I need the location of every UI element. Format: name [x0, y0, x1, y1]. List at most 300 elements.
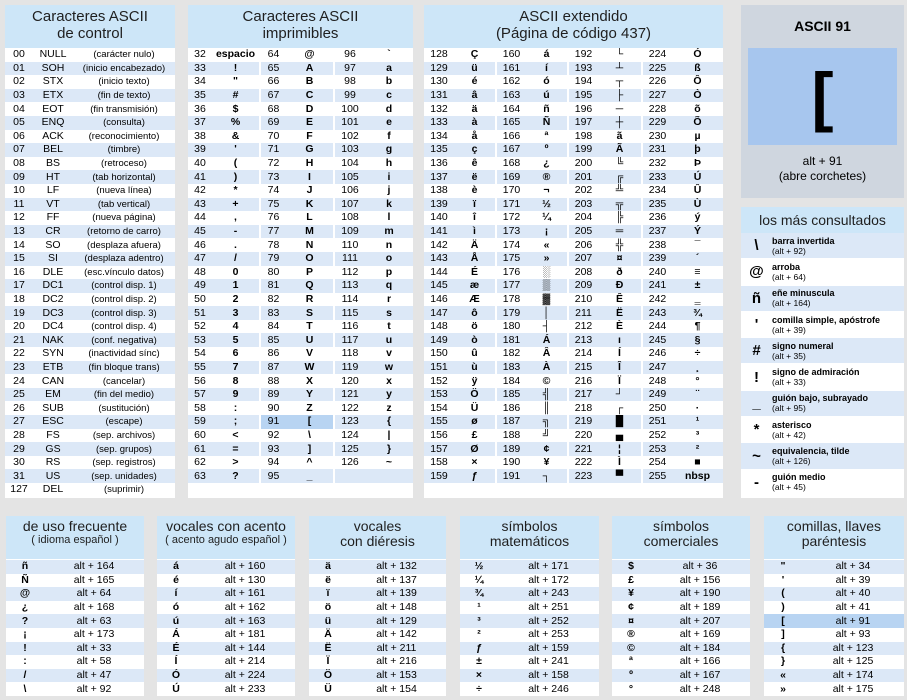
bottom-panel-row[interactable] — [157, 614, 295, 628]
printable-char-code[interactable]: 63 — [188, 469, 212, 483]
control-char-row[interactable] — [5, 483, 175, 497]
printable-char[interactable]: W — [286, 361, 334, 375]
bottom-panel-row[interactable] — [6, 669, 144, 683]
extended-char-code[interactable]: 145 — [424, 279, 454, 293]
bottom-panel-row[interactable] — [612, 655, 750, 669]
extended-char-code[interactable]: 176 — [496, 266, 526, 280]
printable-char-code[interactable]: 47 — [188, 252, 212, 266]
bottom-panel-row[interactable] — [157, 560, 295, 574]
extended-char-code[interactable]: 206 — [568, 238, 598, 252]
printable-char-code[interactable]: 75 — [260, 198, 286, 212]
extended-char[interactable]: ╦ — [598, 198, 642, 212]
extended-char-code[interactable]: 226 — [642, 75, 672, 89]
extended-char[interactable]: ç — [454, 143, 496, 157]
bottom-panel-row[interactable] — [309, 587, 446, 601]
extended-char-code[interactable]: 146 — [424, 293, 454, 307]
control-char-row[interactable] — [5, 225, 175, 239]
bottom-panel-row[interactable] — [612, 560, 750, 574]
extended-char[interactable]: Ù — [672, 198, 723, 212]
printable-char[interactable]: I — [286, 170, 334, 184]
printable-char-code[interactable]: 72 — [260, 157, 286, 171]
control-char-row[interactable] — [5, 62, 175, 76]
printable-char-code[interactable]: 83 — [260, 306, 286, 320]
extended-char-code[interactable]: 159 — [424, 469, 454, 483]
bottom-panel-row[interactable] — [157, 682, 295, 696]
control-char-row[interactable] — [5, 429, 175, 443]
printable-char-code[interactable]: 126 — [334, 456, 365, 470]
extended-char-code[interactable]: 219 — [568, 415, 598, 429]
extended-char[interactable]: Ü — [454, 401, 496, 415]
extended-char[interactable]: ´ — [672, 252, 723, 266]
extended-char-code[interactable]: 243 — [642, 306, 672, 320]
printable-char[interactable]: ~ — [365, 456, 413, 470]
extended-char-code[interactable]: 196 — [568, 102, 598, 116]
printable-char[interactable]: s — [365, 306, 413, 320]
printable-char[interactable]: 2 — [212, 293, 260, 307]
extended-char[interactable]: ┐ — [526, 469, 568, 483]
bottom-panel-row[interactable] — [764, 601, 904, 615]
extended-char-code[interactable]: 231 — [642, 143, 672, 157]
extended-char[interactable]: ø — [454, 415, 496, 429]
extended-char[interactable]: « — [526, 238, 568, 252]
printable-char[interactable]: U — [286, 333, 334, 347]
bottom-panel-row[interactable] — [157, 642, 295, 656]
printable-char-code[interactable]: 100 — [334, 102, 365, 116]
extended-char[interactable]: Ä — [454, 238, 496, 252]
extended-char-code[interactable]: 225 — [642, 62, 672, 76]
extended-char-code[interactable]: 184 — [496, 374, 526, 388]
printable-char-code[interactable] — [334, 469, 365, 483]
extended-char-code[interactable]: 133 — [424, 116, 454, 130]
printable-char[interactable]: c — [365, 89, 413, 103]
extended-char-code[interactable]: 221 — [568, 442, 598, 456]
printable-char-code[interactable]: 99 — [334, 89, 365, 103]
extended-char-code[interactable]: 187 — [496, 415, 526, 429]
printable-char[interactable]: 4 — [212, 320, 260, 334]
printable-char[interactable]: ( — [212, 157, 260, 171]
extended-char[interactable]: ┌ — [598, 401, 642, 415]
printable-char[interactable]: ; — [212, 415, 260, 429]
extended-char[interactable]: © — [526, 374, 568, 388]
extended-char-code[interactable]: 200 — [568, 157, 598, 171]
extended-char[interactable]: ¶ — [672, 320, 723, 334]
extended-char-code[interactable]: 164 — [496, 102, 526, 116]
printable-char-code[interactable]: 53 — [188, 333, 212, 347]
printable-char[interactable]: Y — [286, 388, 334, 402]
printable-char-code[interactable]: 118 — [334, 347, 365, 361]
extended-char-code[interactable]: 128 — [424, 48, 454, 62]
printable-char-code[interactable]: 55 — [188, 361, 212, 375]
extended-char[interactable]: ± — [672, 279, 723, 293]
extended-char-code[interactable]: 222 — [568, 456, 598, 470]
most-consulted-item[interactable] — [741, 312, 904, 338]
printable-char[interactable]: @ — [286, 48, 334, 62]
printable-char[interactable]: # — [212, 89, 260, 103]
printable-char[interactable]: Q — [286, 279, 334, 293]
printable-char-code[interactable]: 73 — [260, 170, 286, 184]
printable-char[interactable]: A — [286, 62, 334, 76]
extended-char-code[interactable]: 175 — [496, 252, 526, 266]
extended-char-code[interactable]: 252 — [642, 429, 672, 443]
bottom-panel-row[interactable] — [309, 669, 446, 683]
extended-char-code[interactable]: 234 — [642, 184, 672, 198]
printable-char-code[interactable]: 68 — [260, 102, 286, 116]
bottom-panel-row[interactable] — [460, 574, 599, 588]
extended-char-code[interactable]: 209 — [568, 279, 598, 293]
extended-char[interactable]: Ý — [672, 225, 723, 239]
printable-char[interactable]: } — [365, 442, 413, 456]
extended-char-code[interactable]: 204 — [568, 211, 598, 225]
extended-char-code[interactable]: 134 — [424, 130, 454, 144]
printable-char[interactable]: espacio — [212, 48, 260, 62]
control-char-row[interactable] — [5, 347, 175, 361]
extended-char-code[interactable]: 129 — [424, 62, 454, 76]
control-char-row[interactable] — [5, 333, 175, 347]
extended-char-code[interactable]: 136 — [424, 157, 454, 171]
extended-char-code[interactable]: 165 — [496, 116, 526, 130]
extended-char-code[interactable]: 155 — [424, 415, 454, 429]
control-char-row[interactable] — [5, 130, 175, 144]
bottom-panel-row[interactable] — [460, 642, 599, 656]
extended-char-code[interactable]: 213 — [568, 333, 598, 347]
extended-char[interactable]: õ — [672, 102, 723, 116]
control-char-row[interactable] — [5, 143, 175, 157]
printable-char-code[interactable]: 113 — [334, 279, 365, 293]
printable-char[interactable]: 7 — [212, 361, 260, 375]
bottom-panel-row[interactable] — [6, 682, 144, 696]
extended-char[interactable]: Û — [672, 184, 723, 198]
extended-char[interactable]: ¹ — [672, 415, 723, 429]
extended-char[interactable]: å — [454, 130, 496, 144]
printable-char-code[interactable]: 54 — [188, 347, 212, 361]
printable-char-code[interactable]: 109 — [334, 225, 365, 239]
printable-char-code[interactable]: 82 — [260, 293, 286, 307]
bottom-panel-row[interactable] — [157, 601, 295, 615]
extended-char[interactable]: ▓ — [526, 293, 568, 307]
extended-char[interactable]: í — [526, 62, 568, 76]
bottom-panel-row[interactable] — [309, 601, 446, 615]
bottom-panel-row[interactable] — [6, 601, 144, 615]
bottom-panel-row[interactable] — [612, 642, 750, 656]
control-char-row[interactable] — [5, 401, 175, 415]
extended-char-code[interactable]: 235 — [642, 198, 672, 212]
control-char-row[interactable] — [5, 415, 175, 429]
extended-char-code[interactable]: 141 — [424, 225, 454, 239]
extended-char[interactable]: À — [526, 361, 568, 375]
extended-char-code[interactable]: 240 — [642, 266, 672, 280]
extended-char-code[interactable]: 168 — [496, 157, 526, 171]
extended-char[interactable]: Ö — [454, 388, 496, 402]
printable-char-code[interactable]: 65 — [260, 62, 286, 76]
printable-char[interactable]: - — [212, 225, 260, 239]
bottom-panel-row[interactable] — [460, 655, 599, 669]
extended-char[interactable]: £ — [454, 429, 496, 443]
extended-char-code[interactable]: 147 — [424, 306, 454, 320]
extended-char[interactable]: ¤ — [598, 252, 642, 266]
extended-char[interactable]: Ó — [672, 48, 723, 62]
extended-char-code[interactable]: 230 — [642, 130, 672, 144]
extended-char[interactable]: ½ — [526, 198, 568, 212]
printable-char-code[interactable]: 42 — [188, 184, 212, 198]
extended-char[interactable]: ╔ — [598, 170, 642, 184]
printable-char[interactable]: j — [365, 184, 413, 198]
extended-char[interactable]: þ — [672, 143, 723, 157]
extended-char-code[interactable]: 199 — [568, 143, 598, 157]
extended-char[interactable]: ≡ — [672, 266, 723, 280]
printable-char-code[interactable]: 71 — [260, 143, 286, 157]
printable-char-code[interactable]: 36 — [188, 102, 212, 116]
extended-char-code[interactable]: 194 — [568, 75, 598, 89]
extended-char-code[interactable]: 172 — [496, 211, 526, 225]
extended-char-code[interactable]: 210 — [568, 293, 598, 307]
printable-char-code[interactable]: 37 — [188, 116, 212, 130]
extended-char-code[interactable]: 224 — [642, 48, 672, 62]
control-char-row[interactable] — [5, 252, 175, 266]
extended-char[interactable]: ▒ — [526, 279, 568, 293]
extended-char-code[interactable]: 171 — [496, 198, 526, 212]
most-consulted-item[interactable] — [741, 443, 904, 469]
extended-char[interactable]: È — [598, 320, 642, 334]
extended-char[interactable]: ä — [454, 102, 496, 116]
printable-char-code[interactable]: 35 — [188, 89, 212, 103]
bottom-panel-row[interactable] — [6, 628, 144, 642]
extended-char[interactable]: à — [454, 116, 496, 130]
extended-char-code[interactable]: 211 — [568, 306, 598, 320]
control-char-row[interactable] — [5, 198, 175, 212]
extended-char-code[interactable]: 148 — [424, 320, 454, 334]
extended-char[interactable]: ñ — [526, 102, 568, 116]
extended-char-code[interactable]: 212 — [568, 320, 598, 334]
most-consulted-item[interactable] — [741, 470, 904, 496]
extended-char[interactable]: ═ — [598, 225, 642, 239]
extended-char-code[interactable]: 227 — [642, 89, 672, 103]
printable-char-code[interactable]: 103 — [334, 143, 365, 157]
extended-char[interactable]: ì — [454, 225, 496, 239]
extended-char[interactable]: ë — [454, 170, 496, 184]
printable-char[interactable]: = — [212, 442, 260, 456]
bottom-panel-row[interactable] — [157, 669, 295, 683]
printable-char[interactable]: ` — [365, 48, 413, 62]
extended-char-code[interactable]: 140 — [424, 211, 454, 225]
printable-char-code[interactable]: 90 — [260, 401, 286, 415]
printable-char-code[interactable]: 112 — [334, 266, 365, 280]
extended-char-code[interactable]: 131 — [424, 89, 454, 103]
printable-char[interactable]: 5 — [212, 333, 260, 347]
extended-char-code[interactable]: 144 — [424, 266, 454, 280]
extended-char-code[interactable]: 251 — [642, 415, 672, 429]
printable-char[interactable]: S — [286, 306, 334, 320]
extended-char-code[interactable]: 174 — [496, 238, 526, 252]
extended-char-code[interactable]: 178 — [496, 293, 526, 307]
most-consulted-item[interactable] — [741, 338, 904, 364]
extended-char[interactable]: ð — [598, 266, 642, 280]
extended-char-code[interactable]: 203 — [568, 198, 598, 212]
most-consulted-item[interactable] — [741, 391, 904, 417]
printable-char-code[interactable]: 91 — [260, 415, 286, 429]
control-char-row[interactable] — [5, 211, 175, 225]
printable-char-code[interactable]: 108 — [334, 211, 365, 225]
bottom-panel-row[interactable] — [764, 574, 904, 588]
printable-char-code[interactable]: 50 — [188, 293, 212, 307]
extended-char[interactable]: ¨ — [672, 388, 723, 402]
printable-char[interactable]: T — [286, 320, 334, 334]
extended-char-code[interactable]: 217 — [568, 388, 598, 402]
printable-char[interactable]: 3 — [212, 306, 260, 320]
printable-char[interactable]: 8 — [212, 374, 260, 388]
extended-char-code[interactable]: 162 — [496, 75, 526, 89]
printable-char[interactable]: L — [286, 211, 334, 225]
extended-char[interactable]: ý — [672, 211, 723, 225]
control-char-row[interactable] — [5, 89, 175, 103]
printable-char[interactable]: v — [365, 347, 413, 361]
extended-char[interactable]: Á — [526, 333, 568, 347]
printable-char[interactable]: X — [286, 374, 334, 388]
extended-char-code[interactable]: 142 — [424, 238, 454, 252]
printable-char[interactable]: / — [212, 252, 260, 266]
extended-char-code[interactable]: 228 — [642, 102, 672, 116]
printable-char-code[interactable]: 97 — [334, 62, 365, 76]
printable-char-code[interactable]: 81 — [260, 279, 286, 293]
bottom-panel-row[interactable] — [6, 655, 144, 669]
extended-char[interactable]: æ — [454, 279, 496, 293]
control-char-row[interactable] — [5, 238, 175, 252]
printable-char[interactable]: y — [365, 388, 413, 402]
extended-char-code[interactable]: 192 — [568, 48, 598, 62]
extended-char[interactable]: · — [672, 401, 723, 415]
extended-char[interactable]: ÷ — [672, 347, 723, 361]
printable-char[interactable]: a — [365, 62, 413, 76]
extended-char[interactable]: ³ — [672, 429, 723, 443]
extended-char-code[interactable]: 188 — [496, 429, 526, 443]
printable-char[interactable]: R — [286, 293, 334, 307]
extended-char-code[interactable]: 193 — [568, 62, 598, 76]
extended-char-code[interactable]: 185 — [496, 388, 526, 402]
printable-char[interactable]: J — [286, 184, 334, 198]
printable-char[interactable]: d — [365, 102, 413, 116]
extended-char-code[interactable]: 143 — [424, 252, 454, 266]
extended-char-code[interactable]: 245 — [642, 333, 672, 347]
extended-char-code[interactable]: 239 — [642, 252, 672, 266]
printable-char[interactable]: F — [286, 130, 334, 144]
bottom-panel-row[interactable] — [6, 614, 144, 628]
most-consulted-item[interactable] — [741, 259, 904, 285]
extended-char[interactable]: ─ — [598, 102, 642, 116]
printable-char[interactable]: r — [365, 293, 413, 307]
extended-char[interactable]: û — [454, 347, 496, 361]
extended-char[interactable]: ╬ — [598, 238, 642, 252]
printable-char-code[interactable]: 93 — [260, 442, 286, 456]
control-char-row[interactable] — [5, 388, 175, 402]
extended-char[interactable]: ã — [598, 130, 642, 144]
printable-char[interactable]: N — [286, 238, 334, 252]
extended-char-code[interactable]: 195 — [568, 89, 598, 103]
printable-char[interactable]: + — [212, 198, 260, 212]
printable-char-code[interactable]: 114 — [334, 293, 365, 307]
printable-char[interactable]: . — [212, 238, 260, 252]
printable-char-code[interactable]: 49 — [188, 279, 212, 293]
control-char-row[interactable] — [5, 442, 175, 456]
extended-char[interactable]: É — [454, 266, 496, 280]
extended-char-code[interactable]: 130 — [424, 75, 454, 89]
extended-char-code[interactable]: 182 — [496, 347, 526, 361]
printable-char-code[interactable]: 105 — [334, 170, 365, 184]
extended-char[interactable]: ¦ — [598, 442, 642, 456]
bottom-panel-row[interactable] — [6, 587, 144, 601]
extended-char[interactable]: ¸ — [672, 361, 723, 375]
printable-char[interactable]: l — [365, 211, 413, 225]
printable-char-code[interactable]: 62 — [188, 456, 212, 470]
extended-char-code[interactable]: 207 — [568, 252, 598, 266]
bottom-panel-row[interactable] — [612, 614, 750, 628]
extended-char-code[interactable]: 242 — [642, 293, 672, 307]
extended-char[interactable]: Ç — [454, 48, 496, 62]
bottom-panel-row[interactable] — [157, 574, 295, 588]
extended-char-code[interactable]: 183 — [496, 361, 526, 375]
bottom-panel-row[interactable] — [460, 628, 599, 642]
extended-char-code[interactable]: 149 — [424, 333, 454, 347]
bottom-panel-row[interactable] — [460, 560, 599, 574]
bottom-panel-row[interactable] — [157, 587, 295, 601]
printable-char[interactable]: 9 — [212, 388, 260, 402]
printable-char[interactable]: b — [365, 75, 413, 89]
printable-char-code[interactable]: 33 — [188, 62, 212, 76]
control-char-row[interactable] — [5, 116, 175, 130]
printable-char[interactable]: f — [365, 130, 413, 144]
printable-char[interactable]: 0 — [212, 266, 260, 280]
printable-char[interactable]: i — [365, 170, 413, 184]
printable-char-code[interactable]: 85 — [260, 333, 286, 347]
printable-char-code[interactable]: 32 — [188, 48, 212, 62]
extended-char[interactable]: § — [672, 333, 723, 347]
extended-char-code[interactable]: 179 — [496, 306, 526, 320]
extended-char[interactable]: ß — [672, 62, 723, 76]
extended-char[interactable]: Ð — [598, 279, 642, 293]
extended-char[interactable]: Ï — [598, 374, 642, 388]
printable-char-code[interactable]: 51 — [188, 306, 212, 320]
extended-char-code[interactable]: 186 — [496, 401, 526, 415]
printable-char[interactable]: K — [286, 198, 334, 212]
extended-char-code[interactable]: 238 — [642, 238, 672, 252]
control-char-row[interactable] — [5, 157, 175, 171]
extended-char[interactable]: Ê — [598, 293, 642, 307]
printable-char-code[interactable]: 86 — [260, 347, 286, 361]
extended-char[interactable]: × — [454, 456, 496, 470]
printable-char-code[interactable]: 70 — [260, 130, 286, 144]
extended-char[interactable]: ░ — [526, 266, 568, 280]
extended-char[interactable]: ï — [454, 198, 496, 212]
extended-char[interactable]: Í — [598, 347, 642, 361]
extended-char[interactable]: ╝ — [526, 429, 568, 443]
extended-char[interactable]: ¯ — [672, 238, 723, 252]
extended-char-code[interactable]: 253 — [642, 442, 672, 456]
extended-char[interactable]: ù — [454, 361, 496, 375]
printable-char-code[interactable]: 45 — [188, 225, 212, 239]
extended-char[interactable]: ² — [672, 442, 723, 456]
bottom-panel-row[interactable] — [764, 628, 904, 642]
extended-char[interactable]: ╣ — [526, 388, 568, 402]
extended-char-code[interactable]: 166 — [496, 130, 526, 144]
bottom-panel-row[interactable] — [764, 682, 904, 696]
extended-char[interactable]: ú — [526, 89, 568, 103]
extended-char[interactable]: é — [454, 75, 496, 89]
extended-char[interactable]: ƒ — [454, 469, 496, 483]
bottom-panel-row[interactable] — [764, 587, 904, 601]
extended-char[interactable]: ° — [672, 374, 723, 388]
extended-char-code[interactable]: 208 — [568, 266, 598, 280]
control-char-row[interactable] — [5, 170, 175, 184]
printable-char-code[interactable]: 78 — [260, 238, 286, 252]
printable-char-code[interactable]: 119 — [334, 361, 365, 375]
